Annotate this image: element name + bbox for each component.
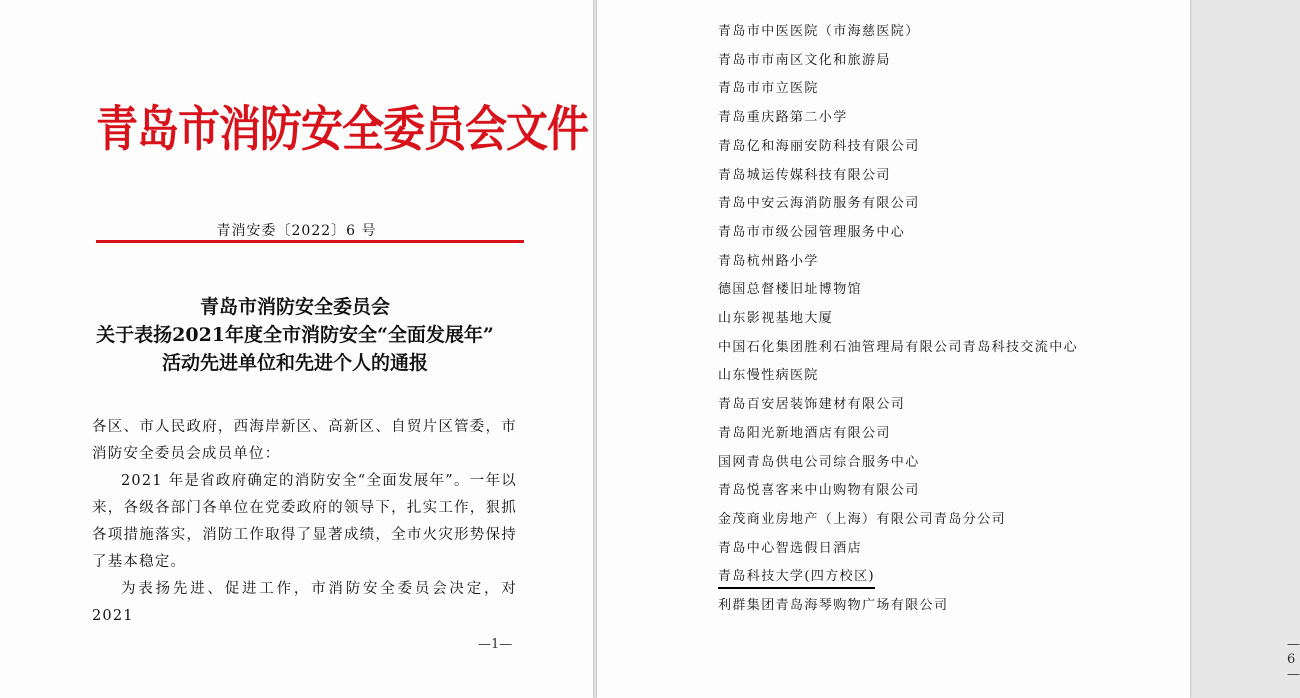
unit-list-item: 中国石化集团胜利石油管理局有限公司青岛科技交流中心	[718, 339, 1079, 355]
notice-title-line-2: 关于表扬2021年度全市消防安全“全面发展年”	[96, 324, 494, 346]
unit-list-item: 青岛市市立医院	[718, 81, 819, 97]
unit-list-item: 国网青岛供电公司综合服务中心	[718, 454, 920, 470]
body-paragraph: 为表扬先进、促进工作，市消防安全委员会决定，对 2021	[92, 581, 517, 624]
unit-list-item: 青岛亿和海丽安防科技有限公司	[718, 138, 920, 154]
notice-title	[70, 293, 520, 377]
addressee-paragraph: 各区、市人民政府，西海岸新区、高新区、自贸片区管委，市消防安全委员会成员单位：	[92, 419, 517, 462]
unit-list-item: 金茂商业房地产（上海）有限公司青岛分公司	[718, 511, 1007, 527]
unit-list-item: 青岛百安居装饰建材有限公司	[718, 397, 906, 413]
notice-title-line-3: 活动先进单位和先进个人的通报	[161, 352, 428, 374]
unit-list-item: 青岛悦喜客来中山购物有限公司	[718, 483, 920, 499]
document-number: 青消安委〔2022〕6 号	[216, 223, 377, 239]
unit-list-item: 青岛阳光新地酒店有限公司	[718, 425, 891, 441]
unit-list-item: 利群集团青岛海琴购物广场有限公司	[718, 598, 949, 614]
body-paragraph: 2021 年是省政府确定的消防安全“全面发展年”。一年以来，各级各部门各单位在党委政府的领导下，扎实工作，狠抓各项措施落实，消防工作取得了显著成绩，全市火灾形势保持了基本稳定。	[92, 473, 517, 570]
page-number: —1—	[478, 637, 513, 652]
page-number: —6—	[1287, 637, 1300, 682]
unit-list-item: 青岛市中医医院（市海慈医院）	[718, 24, 920, 39]
advanced-units-list	[718, 18, 1168, 621]
unit-list-item: 青岛重庆路第二小学	[718, 110, 848, 126]
unit-list-item: 青岛城运传媒科技有限公司	[718, 167, 891, 183]
unit-list-item-highlighted	[718, 563, 1168, 592]
unit-list-item: 山东影视基地大厦	[718, 311, 834, 327]
notice-title-line-1: 青岛市消防安全委员会	[199, 296, 390, 318]
underlined-unit-name: 青岛科技大学(四方校区)	[718, 567, 875, 589]
unit-list-item: 青岛杭州路小学	[718, 253, 819, 269]
unit-list-item: 青岛市市级公园管理服务中心	[718, 224, 906, 240]
notice-body	[92, 414, 517, 630]
unit-list-item: 青岛中安云海消防服务有限公司	[718, 196, 920, 212]
red-header-rule	[96, 240, 524, 243]
unit-list-item: 青岛中心智选假日酒店	[718, 540, 863, 556]
unit-list-item: 山东慢性病医院	[718, 368, 819, 384]
unit-list-item: 德国总督楼旧址博物馆	[718, 282, 863, 298]
document-header-title: 青岛市消防安全委员会文件	[96, 100, 589, 158]
unit-list-item: 青岛市市南区文化和旅游局	[718, 52, 891, 68]
page-1	[0, 0, 593, 698]
